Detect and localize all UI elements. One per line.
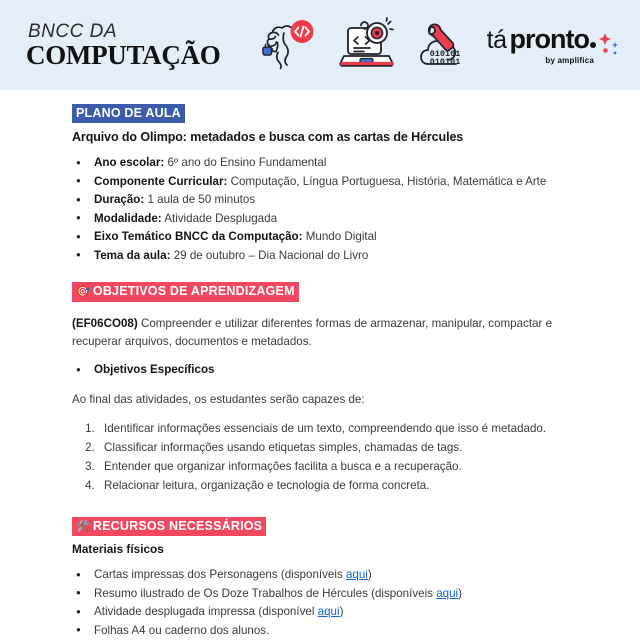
wrench-binary-cloud-icon [414,16,476,74]
target-icon: 🎯 [76,286,90,299]
bncc-logo-line1: BNCC DA [28,20,118,42]
meta-value: 29 de outubro – Dia Nacional do Livro [173,248,369,262]
lesson-subtitle: Arquivo do Olimpo: metadados e busca com as cartas de Hércules [72,130,464,145]
list-item [72,210,566,229]
page-header [0,0,640,90]
bncc-logo-line2: COMPUTAÇÃO [26,39,221,70]
objetivos-intro: Ao final das atividades, os estudantes serão capazes de: [72,392,365,406]
objetivos-badge-label: OBJETIVOS DE APRENDIZAGEM [92,284,295,299]
material-text-post: ) [367,568,372,582]
plano-de-aula-badge: PLANO DE AULA [72,104,185,123]
materiais-fisicos-title: Materiais físicos [72,542,164,557]
list-item [72,247,566,266]
list-item [72,361,566,380]
document-body [0,90,640,640]
list-item [72,603,566,622]
aqui-link[interactable]: aqui [345,568,368,582]
list-item [72,154,566,173]
objetivos-especificos-label: Objetivos Específicos [94,363,215,377]
meta-label: Ano escolar: [94,156,165,170]
list-item: 3. Entender que organizar informações facilita a busca e a recuperação. [98,457,566,476]
aqui-link[interactable]: aqui [436,586,459,600]
habilidade-paragraph [72,315,566,351]
meta-label: Modalidade: [94,211,162,225]
section-objetivos [72,282,566,494]
material-text-post: ) [339,605,344,619]
list-item [72,173,566,192]
material-text: Folhas A4 ou caderno dos alunos. [94,623,270,637]
meta-value: 1 aula de 50 minutos [147,193,256,207]
meta-label: Eixo Temático BNCC da Computação: [94,230,303,244]
list-item: 1. Identificar informações essenciais de um texto, compreendendo que isso é metadado. [98,419,566,438]
objetivos-especificos-bullet [72,361,566,380]
list-item [72,585,566,604]
meta-label: Componente Curricular: [94,174,228,188]
meta-label: Duração: [94,193,145,207]
meta-value: Computação, Língua Portuguesa, História, Matemática e Arte [230,174,547,188]
header-icon-group [258,16,476,74]
material-text: Atividade desplugada impressa (disponível [94,605,318,619]
svg-text:010101: 010101 [429,57,461,67]
list-item [72,622,566,640]
list-item [72,566,566,585]
material-text-post: ) [458,586,462,600]
brain-code-icon [258,16,320,74]
laptop-eye-icon [336,16,398,74]
aqui-link[interactable]: aqui [317,605,340,619]
habilidade-text: Compreender e utilizar diferentes formas de armazenar, manipular, compactar e recuperar arquivos, documentos e metadados. [72,317,553,349]
meta-value: 6º ano do Ensino Fundamental [167,156,327,170]
hammer-and-wrench-icon: 🛠️ [76,520,90,533]
meta-label: Tema da aula: [94,248,171,262]
ta-pronto-word1: tá [486,25,507,54]
section-plano-de-aula [72,104,566,265]
recursos-badge [72,517,266,537]
section-recursos [72,517,566,640]
habilidade-code: (EF06CO08) [72,317,138,331]
ta-pronto-logo [486,23,622,65]
objetivos-badge [72,282,299,302]
ta-pronto-word2: pronto [509,23,589,54]
list-item: 4. Relacionar leitura, organização e tecnologia de forma concreta. [98,476,566,495]
list-item [72,228,566,247]
meta-value: Atividade Desplugada [164,211,278,225]
sparkles-icon [596,32,622,62]
meta-value: Mundo Digital [305,230,377,244]
ta-pronto-byline: by amplifica [545,55,594,65]
material-text: Cartas impressas dos Personagens (disponíveis [94,568,346,582]
svg-text:010101: 010101 [429,49,461,59]
materiais-list [72,566,566,640]
plano-meta-list [72,154,566,265]
objetivos-numbered-list [72,419,566,495]
list-item [72,191,566,210]
bncc-logo [26,22,226,69]
recursos-badge-label: RECURSOS NECESSÁRIOS [92,518,263,533]
material-text: Resumo ilustrado de Os Doze Trabalhos de Hércules (disponíveis [94,586,437,600]
list-item: 2. Classificar informações usando etiquetas simples, chamadas de tags. [98,438,566,457]
